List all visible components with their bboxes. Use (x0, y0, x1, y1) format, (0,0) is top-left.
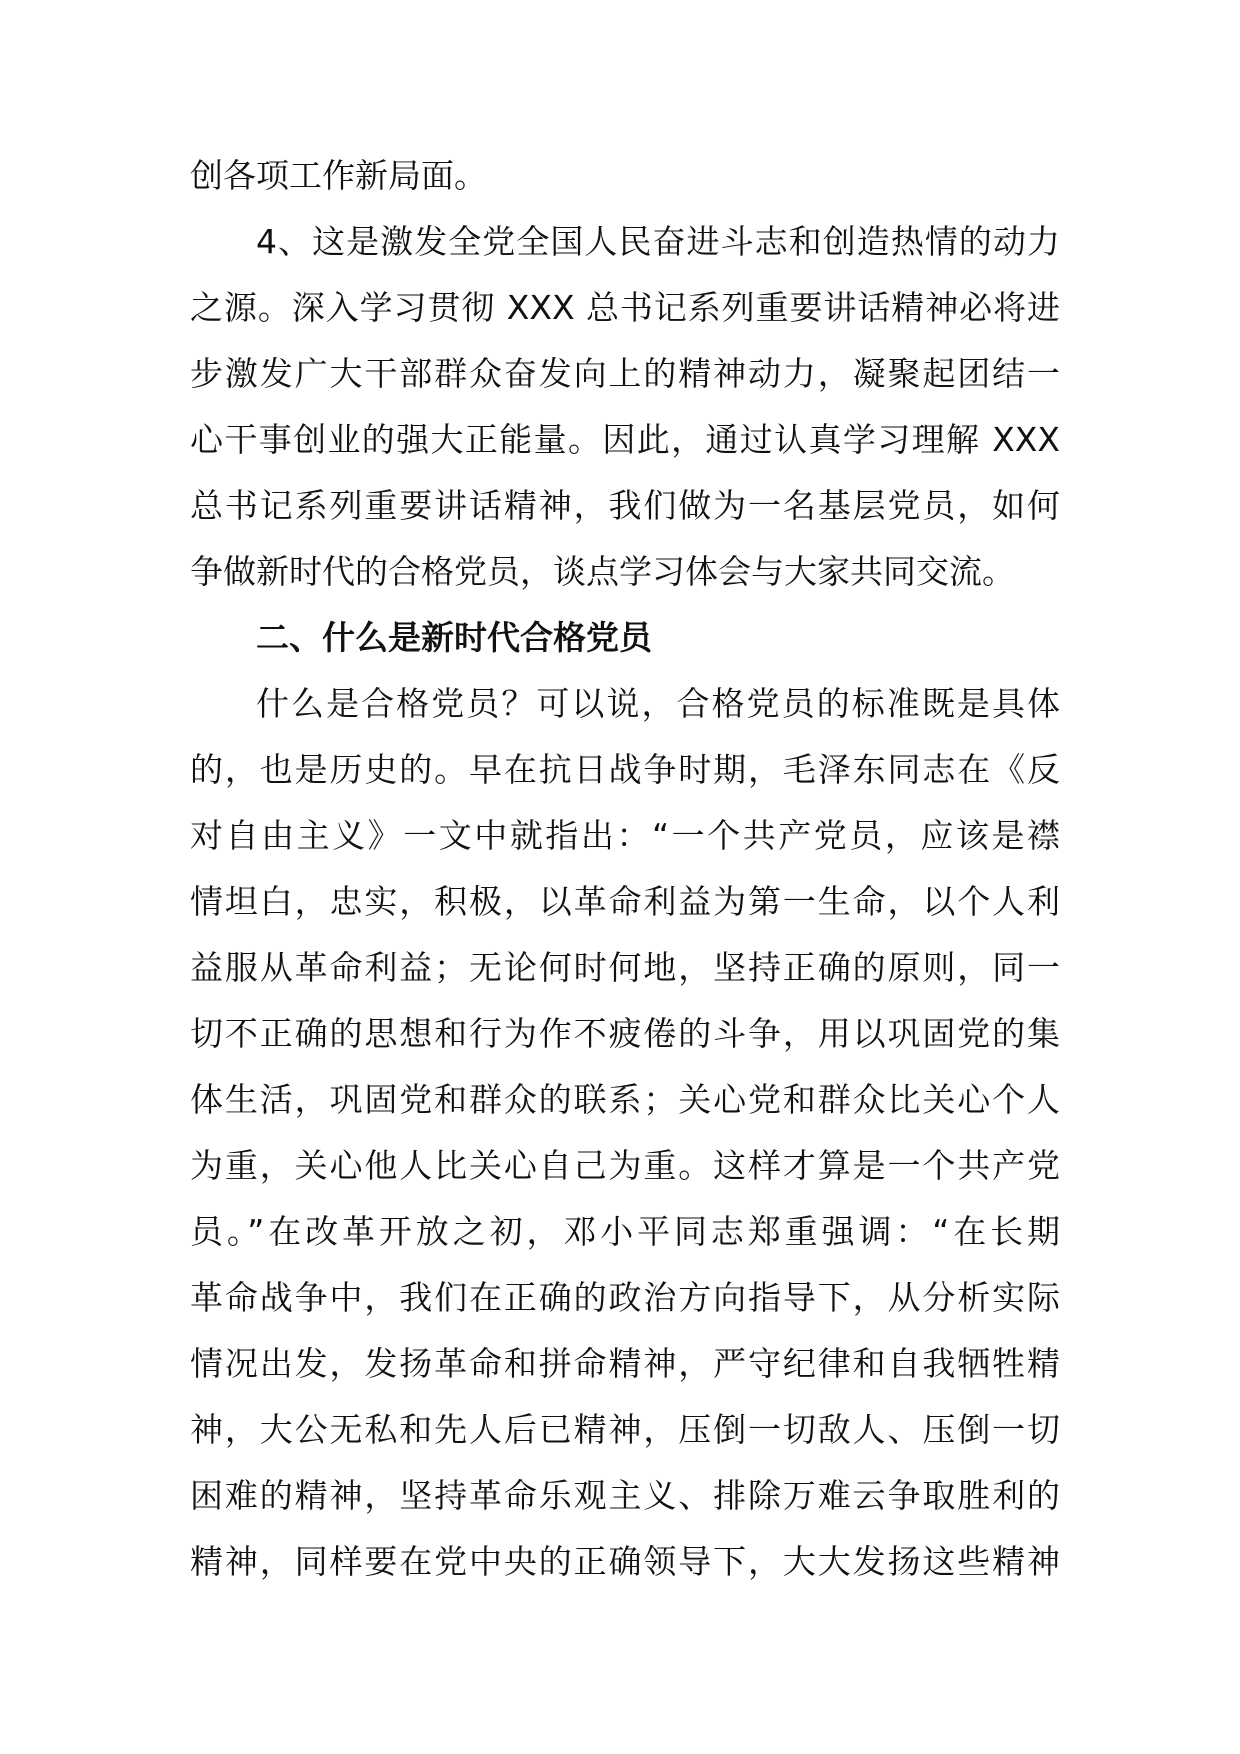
text-line: 精神，同样要在党中央的正确领导下，大大发扬这些精神 (190, 1542, 1060, 1581)
text-line: 切不正确的思想和行为作不疲倦的斗争，用以巩固党的集 (190, 1014, 1060, 1053)
text-line: 困难的精神，坚持革命乐观主义、排除万难云争取胜利的 (190, 1476, 1060, 1515)
text-line: 为重，关心他人比关心自己为重。这样才算是一个共产党 (190, 1146, 1060, 1185)
text-line: 情况出发，发扬革命和拼命精神，严守纪律和自我牺牲精 (190, 1344, 1060, 1383)
text-line: 心干事创业的强大正能量。因此，通过认真学习理解 XXX (190, 420, 1060, 459)
text-line: 神，大公无私和先人后已精神，压倒一切敌人、压倒一切 (190, 1410, 1060, 1449)
text-line: 的，也是历史的。早在抗日战争时期，毛泽东同志在《反 (190, 750, 1060, 789)
text-line: 益服从革命利益；无论何时何地，坚持正确的原则，同一 (190, 948, 1060, 987)
text-line: 步激发广大干部群众奋发向上的精神动力，凝聚起团结一 (190, 354, 1060, 393)
text-line: 创各项工作新局面。 (190, 156, 487, 195)
text-line: 4、这是激发全党全国人民奋进斗志和创造热情的动力 (256, 222, 1060, 261)
text-line: 什么是合格党员？可以说，合格党员的标准既是具体 (256, 684, 1060, 723)
text-line: 对自由主义》一文中就指出：“一个共产党员，应该是襟 (190, 816, 1060, 855)
text-line: 体生活，巩固党和群众的联系；关心党和群众比关心个人 (190, 1080, 1060, 1119)
text-line: 员。”在改革开放之初，邓小平同志郑重强调：“在长期 (190, 1212, 1060, 1251)
text-line: 情坦白，忠实，积极，以革命利益为第一生命，以个人利 (190, 882, 1060, 921)
section-heading: 二、什么是新时代合格党员 (256, 618, 652, 657)
text-line: 之源。深入学习贯彻 XXX 总书记系列重要讲话精神必将进 (190, 288, 1060, 327)
text-line: 总书记系列重要讲话精神，我们做为一名基层党员，如何 (190, 486, 1060, 525)
text-line: 革命战争中，我们在正确的政治方向指导下，从分析实际 (190, 1278, 1060, 1317)
text-line: 争做新时代的合格党员，谈点学习体会与大家共同交流。 (190, 552, 1015, 591)
